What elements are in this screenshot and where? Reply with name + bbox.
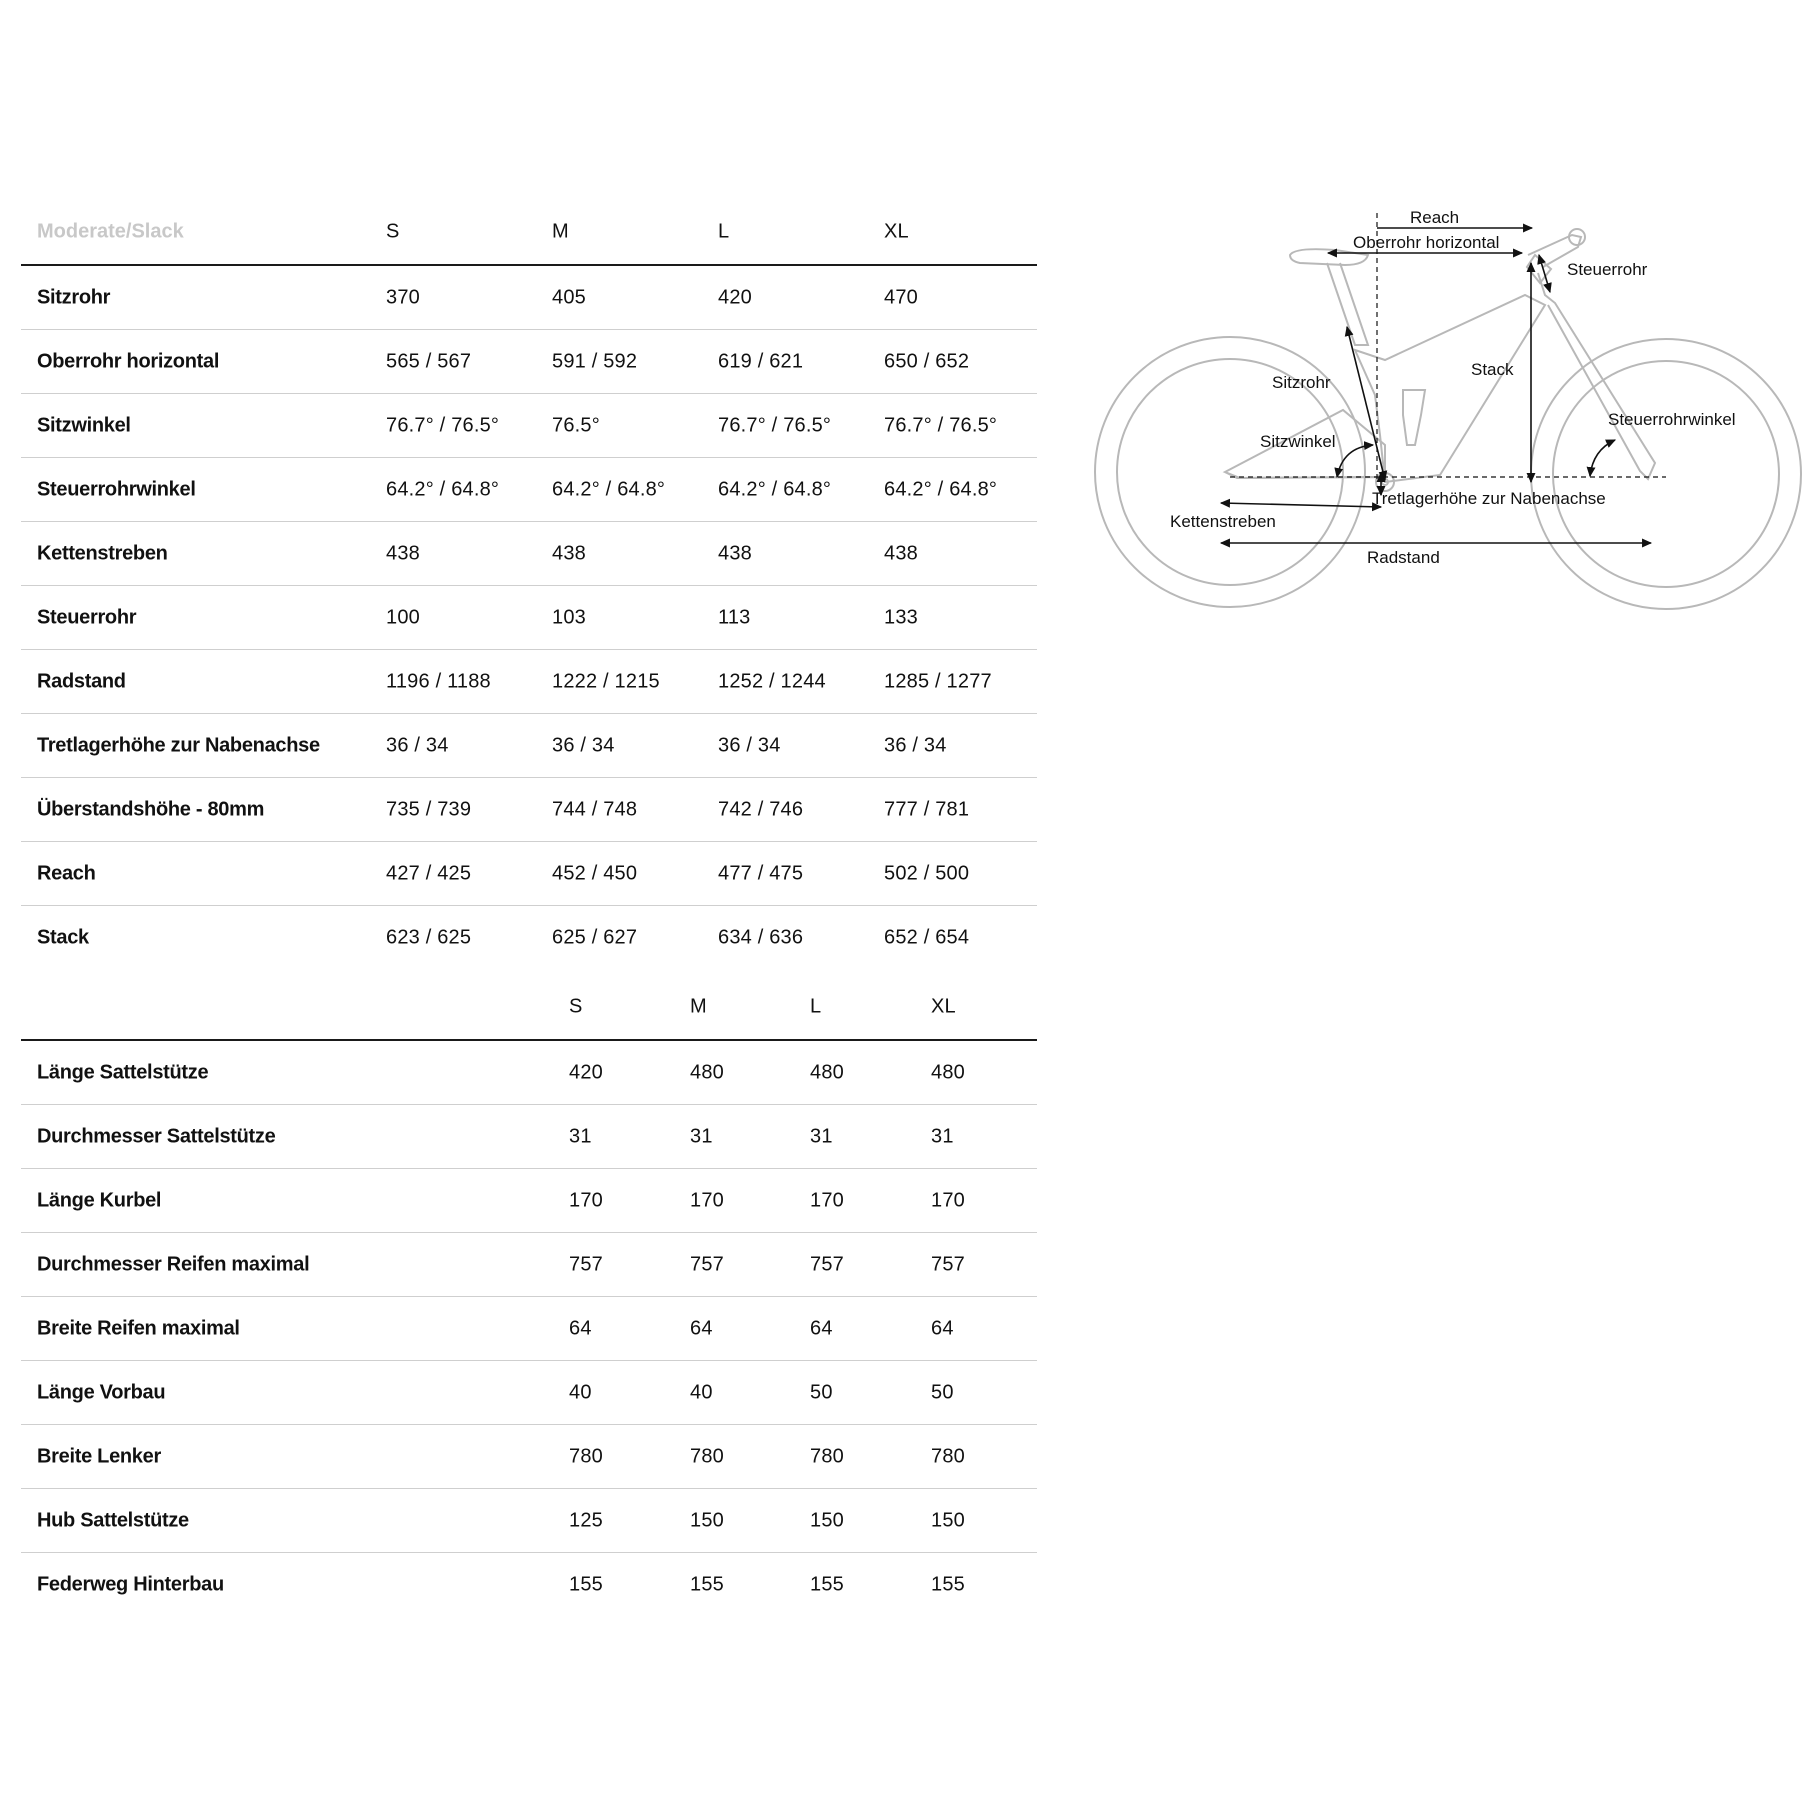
row-label-sitzrohr: Sitzrohr	[37, 286, 111, 308]
steuerrohrwinkel-arc	[1590, 440, 1615, 476]
row-label-hub-sattelstuetze: Hub Sattelstütze	[37, 1509, 189, 1531]
sitzrohr-arrow	[1347, 327, 1385, 480]
label-sitzrohr: Sitzrohr	[1272, 373, 1331, 392]
row-label-steuerrohrwinkel: Steuerrohrwinkel	[37, 478, 196, 500]
cell-value: 591 / 592	[552, 350, 638, 372]
cell-value: 757	[690, 1253, 724, 1275]
components-table-body	[21, 1041, 1037, 1616]
cell-value: 31	[690, 1125, 713, 1147]
cell-value: 420	[569, 1061, 603, 1083]
label-kettenstreben: Kettenstreben	[1170, 512, 1276, 531]
cell-value: 780	[569, 1445, 603, 1467]
table-row	[21, 906, 1037, 969]
cell-value: 64.2° / 64.8°	[386, 478, 500, 500]
table-row	[21, 266, 1037, 330]
components-table	[21, 975, 1037, 1616]
size-header-l: L	[810, 995, 822, 1018]
cell-value: 36 / 34	[884, 734, 947, 756]
cell-value: 36 / 34	[552, 734, 615, 756]
size-header-m: M	[552, 220, 569, 243]
label-sitzwinkel: Sitzwinkel	[1260, 432, 1336, 451]
row-label-laenge-vorbau: Länge Vorbau	[37, 1381, 166, 1403]
cell-value: 735 / 739	[386, 798, 472, 820]
geometry-table-header	[21, 200, 1037, 266]
size-header-l: L	[718, 220, 730, 243]
cell-value: 170	[690, 1189, 724, 1211]
cell-value: 438	[884, 542, 918, 564]
cell-value: 744 / 748	[552, 798, 638, 820]
cell-value: 480	[690, 1061, 724, 1083]
cell-value: 470	[884, 286, 918, 308]
cell-value: 780	[690, 1445, 724, 1467]
cell-value: 452 / 450	[552, 862, 638, 884]
table-row	[21, 1425, 1037, 1489]
table-row	[21, 458, 1037, 522]
row-label-laenge-sattelstuetze: Länge Sattelstütze	[37, 1061, 209, 1083]
cell-value: 438	[718, 542, 752, 564]
size-header-xl: XL	[931, 995, 956, 1018]
cell-value: 150	[810, 1509, 844, 1531]
row-label-stack: Stack	[37, 926, 89, 948]
table-row	[21, 714, 1037, 778]
cell-value: 427 / 425	[386, 862, 472, 884]
cell-value: 36 / 34	[386, 734, 449, 756]
cell-value: 170	[931, 1189, 965, 1211]
cell-value: 1285 / 1277	[884, 670, 992, 692]
cell-value: 155	[690, 1573, 724, 1595]
cell-value: 64	[810, 1317, 833, 1339]
cell-value: 480	[931, 1061, 965, 1083]
cell-value: 170	[810, 1189, 844, 1211]
kettenstreben-arrow	[1221, 503, 1381, 507]
cell-value: 565 / 567	[386, 350, 472, 372]
cell-value: 438	[552, 542, 586, 564]
label-stack: Stack	[1471, 360, 1514, 379]
label-tretlager: Tretlagerhöhe zur Nabenachse	[1372, 489, 1606, 508]
cell-value: 757	[810, 1253, 844, 1275]
cell-value: 125	[569, 1509, 603, 1531]
cell-value: 623 / 625	[386, 926, 472, 948]
cell-value: 133	[884, 606, 918, 628]
cell-value: 150	[931, 1509, 965, 1531]
cell-value: 420	[718, 286, 752, 308]
cell-value: 76.7° / 76.5°	[386, 414, 500, 436]
cell-value: 103	[552, 606, 586, 628]
label-reach: Reach	[1410, 208, 1460, 227]
cell-value: 1222 / 1215	[552, 670, 660, 692]
size-header-s: S	[569, 995, 583, 1018]
cell-value: 650 / 652	[884, 350, 970, 372]
row-label-reach: Reach	[37, 862, 96, 884]
row-label-durchmesser-reifen-maximal: Durchmesser Reifen maximal	[37, 1253, 310, 1275]
row-label-laenge-kurbel: Länge Kurbel	[37, 1189, 162, 1211]
cell-value: 113	[718, 606, 751, 628]
cell-value: 1196 / 1188	[386, 670, 491, 692]
row-label-durchmesser-sattelstuetze: Durchmesser Sattelstütze	[37, 1125, 276, 1147]
cell-value: 438	[386, 542, 420, 564]
table-row	[21, 1489, 1037, 1553]
table-row	[21, 1105, 1037, 1169]
table-row	[21, 1297, 1037, 1361]
row-label-tretlagerhoehe-zur-nabenachse: Tretlagerhöhe zur Nabenachse	[37, 734, 320, 756]
cell-value: 480	[810, 1061, 844, 1083]
cell-value: 170	[569, 1189, 603, 1211]
cell-value: 36 / 34	[718, 734, 781, 756]
row-label-radstand: Radstand	[37, 670, 126, 692]
table-row	[21, 778, 1037, 842]
table-row	[21, 330, 1037, 394]
cell-value: 64.2° / 64.8°	[718, 478, 832, 500]
cell-value: 64.2° / 64.8°	[552, 478, 666, 500]
cell-value: 76.7° / 76.5°	[718, 414, 832, 436]
table-row	[21, 522, 1037, 586]
table-row	[21, 1553, 1037, 1616]
cell-value: 64.2° / 64.8°	[884, 478, 998, 500]
size-header-s: S	[386, 220, 400, 243]
cell-value: 502 / 500	[884, 862, 970, 884]
cell-value: 50	[810, 1381, 833, 1403]
bike-geometry-diagram	[1085, 195, 1805, 625]
cell-value: 405	[552, 286, 586, 308]
cell-value: 155	[931, 1573, 965, 1595]
cell-value: 780	[810, 1445, 844, 1467]
cell-value: 150	[690, 1509, 724, 1531]
cell-value: 370	[386, 286, 420, 308]
row-label-breite-reifen-maximal: Breite Reifen maximal	[37, 1317, 240, 1339]
geometry-table-body	[21, 266, 1037, 969]
row-label-ueberstandshoehe-80mm: Überstandshöhe - 80mm	[37, 798, 265, 820]
table-row	[21, 1041, 1037, 1105]
label-radstand: Radstand	[1367, 548, 1440, 567]
cell-value: 40	[690, 1381, 713, 1403]
label-steuerrohrwinkel: Steuerrohrwinkel	[1608, 410, 1736, 429]
cell-value: 625 / 627	[552, 926, 638, 948]
cell-value: 100	[386, 606, 420, 628]
cell-value: 477 / 475	[718, 862, 804, 884]
row-label-kettenstreben: Kettenstreben	[37, 542, 168, 564]
row-label-breite-lenker: Breite Lenker	[37, 1445, 161, 1467]
cell-value: 619 / 621	[718, 350, 804, 372]
cell-value: 40	[569, 1381, 592, 1403]
table-row	[21, 586, 1037, 650]
cell-value: 652 / 654	[884, 926, 970, 948]
cell-value: 76.7° / 76.5°	[884, 414, 998, 436]
cell-value: 1252 / 1244	[718, 670, 826, 692]
label-oberrohr: Oberrohr horizontal	[1353, 233, 1500, 252]
cell-value: 757	[931, 1253, 965, 1275]
cell-value: 64	[931, 1317, 954, 1339]
table-row	[21, 1233, 1037, 1297]
row-label-steuerrohr: Steuerrohr	[37, 606, 137, 628]
cell-value: 777 / 781	[884, 798, 970, 820]
cell-value: 76.5°	[552, 414, 600, 436]
cell-value: 742 / 746	[718, 798, 804, 820]
label-steuerrohr: Steuerrohr	[1567, 260, 1648, 279]
table-row	[21, 650, 1037, 714]
table-row	[21, 1169, 1037, 1233]
cell-value: 155	[810, 1573, 844, 1595]
cell-value: 780	[931, 1445, 965, 1467]
table-row	[21, 1361, 1037, 1425]
diagram-labels	[1170, 208, 1736, 567]
geometry-table	[21, 200, 1037, 969]
cell-value: 634 / 636	[718, 926, 804, 948]
row-label-federweg-hinterbau: Federweg Hinterbau	[37, 1573, 224, 1595]
size-header-m: M	[690, 995, 707, 1018]
components-table-header	[21, 975, 1037, 1041]
cell-value: 31	[569, 1125, 592, 1147]
front-wheel-icon	[1531, 339, 1801, 609]
row-label-oberrohr-horizontal: Oberrohr horizontal	[37, 350, 220, 372]
cell-value: 31	[931, 1125, 954, 1147]
cell-value: 64	[569, 1317, 592, 1339]
table-row	[21, 394, 1037, 458]
row-label-sitzwinkel: Sitzwinkel	[37, 414, 131, 436]
size-header-xl: XL	[884, 220, 909, 243]
cell-value: 64	[690, 1317, 713, 1339]
cell-value: 50	[931, 1381, 954, 1403]
table-title: Moderate/Slack	[37, 220, 184, 243]
table-row	[21, 842, 1037, 906]
cell-value: 757	[569, 1253, 603, 1275]
cell-value: 155	[569, 1573, 603, 1595]
cell-value: 31	[810, 1125, 833, 1147]
